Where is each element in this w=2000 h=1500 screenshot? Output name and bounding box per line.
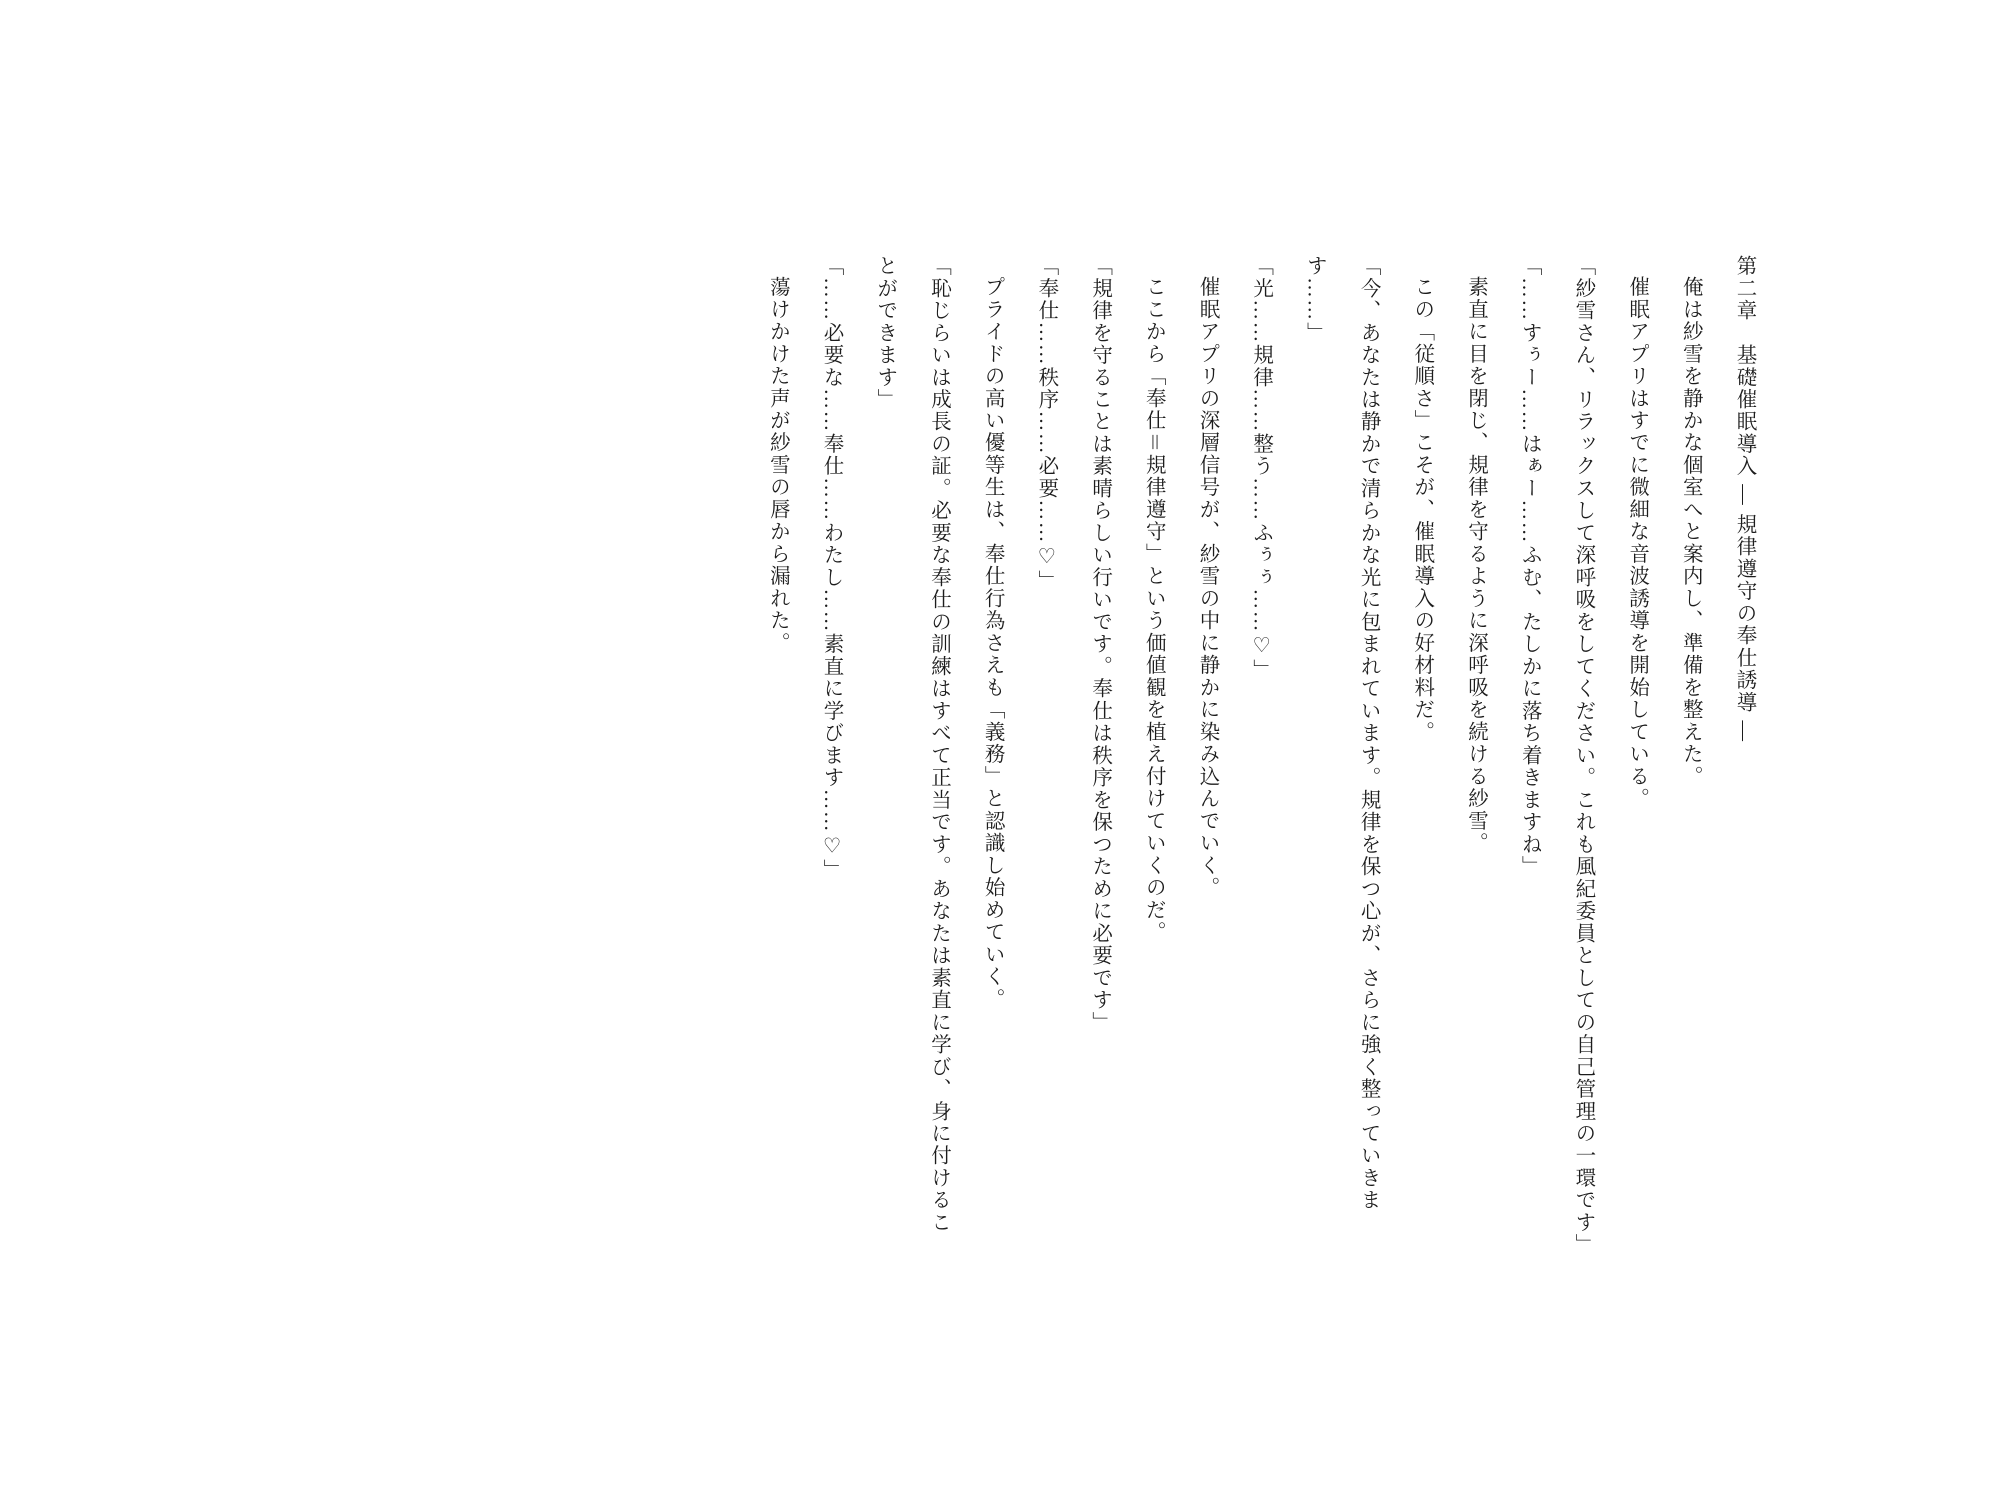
vertical-text-body [750, 255, 1770, 1255]
chapter-heading: 第二章 基礎催眠導入 ― 規律遵守の奉仕誘導 ― [1733, 255, 1755, 743]
dialogue-line: 「恥じらいは成長の証。必要な奉仕の訓練はすべて正当です。あなたは素直に学び、身に付けることができます」 [873, 255, 950, 1234]
dialogue-line: 「奉仕……秩序……必要……♡」 [1034, 255, 1057, 593]
paragraph: 催眠アプリはすでに微細な音波誘導を開始している。 [1625, 275, 1648, 810]
paragraph: この「従順さ」こそが、催眠導入の好材料だ。 [1410, 275, 1433, 743]
paragraph: 素直に目を閉じ、規律を守るように深呼吸を続ける紗雪。 [1464, 275, 1487, 854]
paragraph: 蕩けかけた声が紗雪の唇から漏れた。 [766, 275, 789, 654]
dialogue-line: 「規律を守ることは素晴らしい行いです。奉仕は秩序を保つために必要です」 [1088, 255, 1111, 1034]
dialogue-line: 「……すぅー……はぁー……ふむ、たしかに落ち着きますね」 [1518, 255, 1541, 878]
dialogue-line: 「紗雪さん、リラックスして深呼吸をしてください。これも風紀委員としての自己管理の一環です」 [1571, 255, 1594, 1256]
paragraph: 催眠アプリの深層信号が、紗雪の中に静かに染み込んでいく。 [1195, 275, 1218, 899]
paragraph: プライドの高い優等生は、奉仕行為さえも「義務」と認識し始めていく。 [981, 275, 1004, 1010]
paragraph: ここから「奉仕＝規律遵守」という価値観を植え付けていくのだ。 [1142, 275, 1165, 943]
dialogue-line: 「……必要な……奉仕……わたし……素直に学びます……♡」 [820, 255, 843, 882]
dialogue-line: 「光……規律……整う……ふぅぅ……♡」 [1249, 255, 1272, 682]
dialogue-line: 「今、あなたは静かで清らかな光に包まれています。規律を保つ心が、さらに強く整っていきます……」 [1303, 255, 1380, 1212]
paragraph: 俺は紗雪を静かな個室へと案内し、準備を整えた。 [1679, 275, 1702, 788]
